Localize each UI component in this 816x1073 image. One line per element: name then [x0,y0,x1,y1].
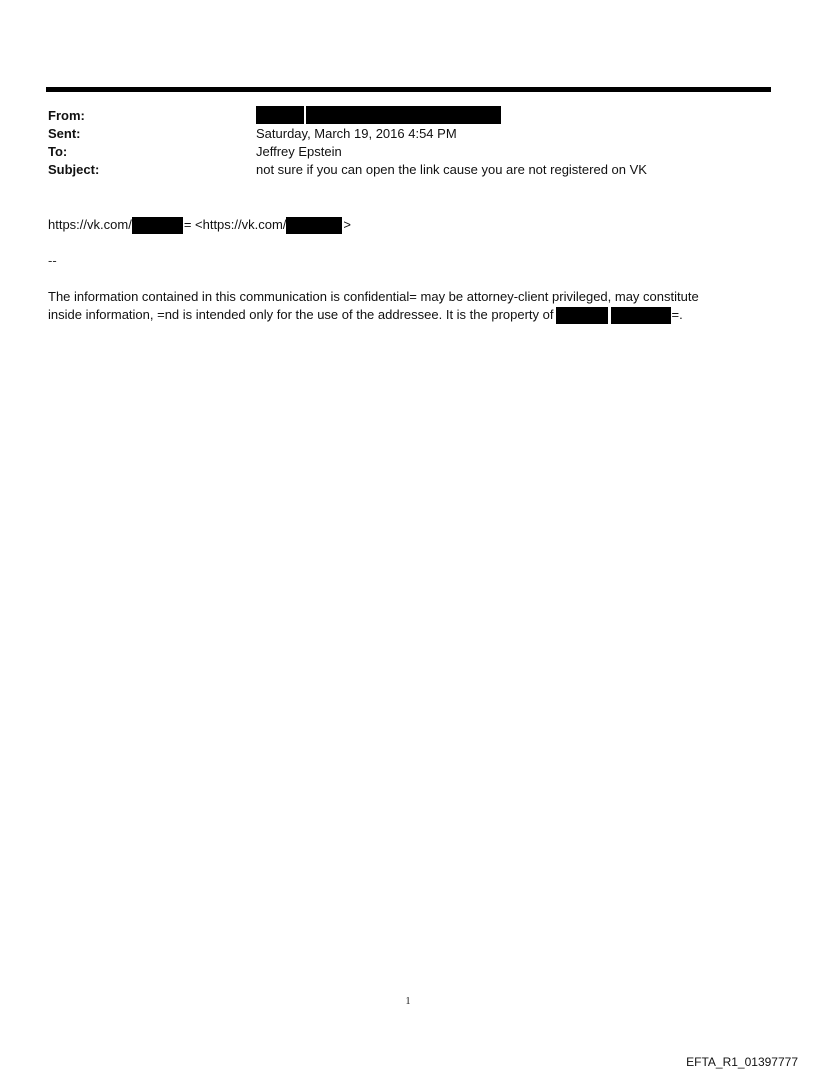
subject-value: not sure if you can open the link cause you are not registered on VK [256,162,647,177]
page-number: 1 [405,996,411,1007]
disclaimer-line-2-text: inside information, =nd is intended only for the use of the addressee. It is the property of [48,307,554,322]
link-prefix[interactable]: https://vk.com/ [48,217,132,232]
confidentiality-disclaimer [48,288,699,324]
from-label: From: [48,108,85,123]
link-line [48,216,351,234]
redaction-block [556,307,608,324]
link-middle[interactable]: = <https://vk.com/ [183,217,287,232]
signature-separator: -- [48,253,57,268]
document-id: EFTA_R1_01397777 [686,1055,798,1069]
header-divider [46,87,771,92]
disclaimer-line-2 [48,306,699,324]
sent-value: Saturday, March 19, 2016 4:54 PM [256,126,457,141]
to-value: Jeffrey Epstein [256,144,342,159]
redaction-block [611,307,671,324]
redaction-block [132,217,183,234]
disclaimer-line-1: The information contained in this communication is confidential= may be attorney-client privileged, may constitute [48,289,699,304]
redaction-block [256,106,304,124]
subject-label: Subject: [48,162,100,177]
to-label: To: [48,144,68,159]
redaction-block [306,106,501,124]
disclaimer-line-2-end: =. [671,307,683,322]
redaction-block [286,217,342,234]
sent-label: Sent: [48,126,81,141]
link-suffix: > [343,217,352,232]
